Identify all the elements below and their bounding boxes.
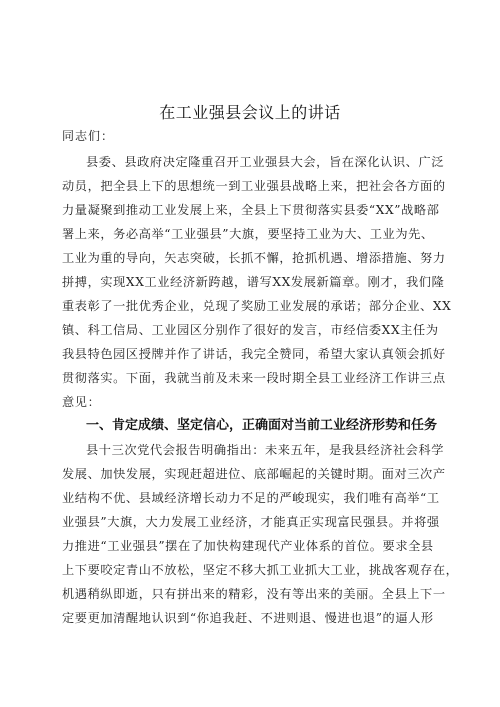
para1-line: 我县特色园区授牌并作了讲话，我完全赞同，希望大家认真领会抓好 <box>62 347 446 361</box>
para1-line: 意见： <box>62 395 101 409</box>
para2-line: 定要更加清醒地认识到“你追我赶、不进则退、慢进也退”的逼人形 <box>62 611 434 625</box>
greeting: 同志们： <box>62 129 115 143</box>
para1-line: 县委、县政府决定隆重召开工业强县大会，旨在深化认识、广泛 <box>86 155 445 169</box>
para1-line: 力量凝聚到推动工业发展上来，全县上下贯彻落实县委“XX”战略部 <box>62 203 440 217</box>
para2-line: 上下要咬定青山不放松，坚定不移大抓工业抓大工业，挑战客观存在， <box>62 563 459 577</box>
para2-line: 发展、加快发展，实现赶超进位、底部崛起的关键时期。面对三次产 <box>62 467 446 481</box>
section-heading: 一、肯定成绩、坚定信心，正确面对当前工业经济形势和任务 <box>86 418 438 433</box>
para1-line: 署上来，务必高举“工业强县”大旗，要坚持工业为大、工业为先、 <box>62 227 434 241</box>
para2-line: 县十三次党代会报告明确指出：未来五年，是我县经济社会科学 <box>86 443 445 457</box>
para1-line: 镇、科工信局、工业园区分别作了很好的发言，市经信委XX主任为 <box>62 323 439 337</box>
para1-line: 重表彰了一批优秀企业，兑现了奖励工业发展的承诺；部分企业、XX <box>62 299 452 313</box>
para1-line: 工业为重的导向，矢志突破，长抓不懈，抢抓机遇、增添措施、努力 <box>62 251 446 265</box>
document-title: 在工业强县会议上的讲话 <box>159 103 341 122</box>
para2-line: 业强县”大旗，大力发展工业经济，才能真正实现富民强县。并将强 <box>62 515 440 529</box>
para2-line: 力推进“工业强县”摆在了加快构建现代产业体系的首位。要求全县 <box>62 539 434 553</box>
para2-line: 业结构不优、县域经济增长动力不足的严峻现实，我们唯有高举“工 <box>62 491 440 505</box>
para2-line: 机遇稍纵即逝，只有拼出来的精彩，没有等出来的美丽。全县上下一 <box>62 587 446 601</box>
para1-line: 拼搏，实现XX工业经济新跨越，谱写XX发展新篇章。刚才，我们隆 <box>62 275 445 289</box>
para1-line: 动员，把全县上下的思想统一到工业强县战略上来，把社会各方面的 <box>62 179 446 193</box>
para1-line: 贯彻落实。下面，我就当前及未来一段时期全县工业经济工作讲三点 <box>62 371 446 385</box>
